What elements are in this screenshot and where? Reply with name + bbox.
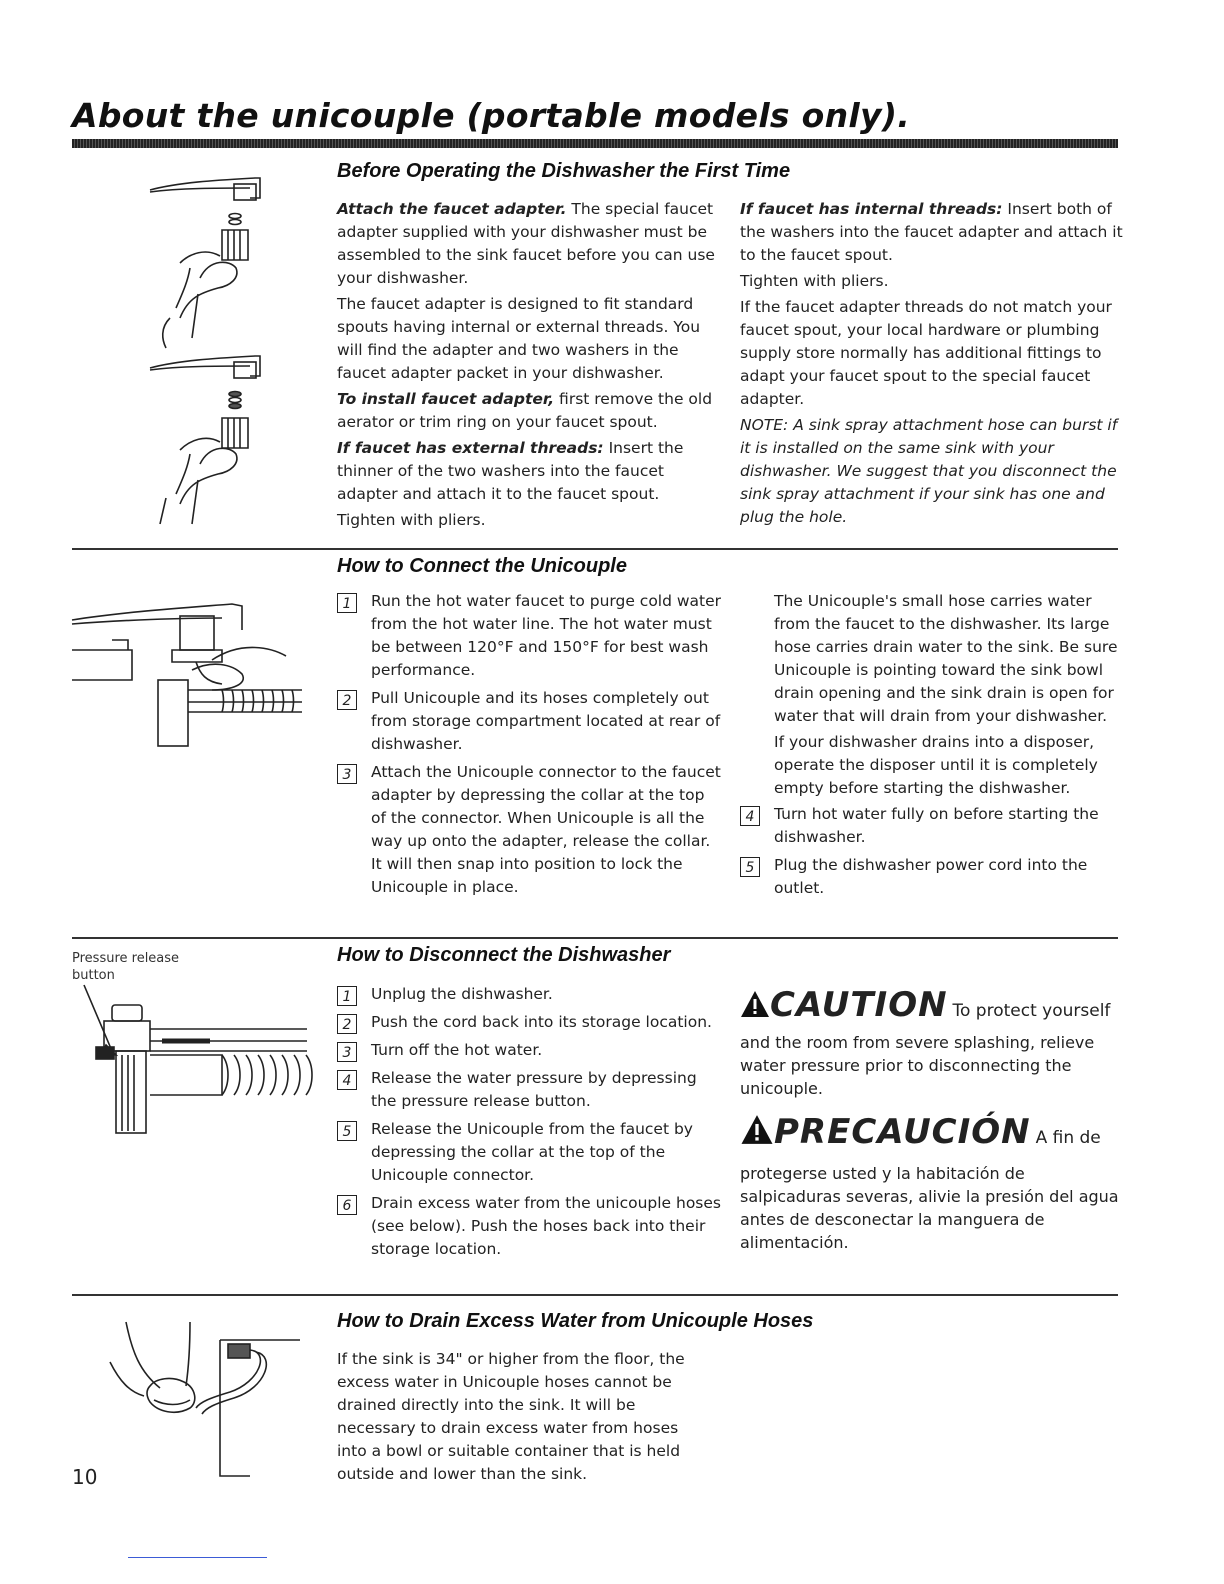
external-threads-paragraph <box>337 437 717 506</box>
step-number-box: 1 <box>337 986 357 1006</box>
connect-disposer-paragraph: If your dishwasher drains into a disposer, operate the disposer until it is completely empty before starting the dishwasher. <box>774 733 1098 797</box>
step-number-box: 4 <box>337 1070 357 1090</box>
section-heading-drain: How to Drain Excess Water from Unicouple Hoses <box>337 1310 814 1332</box>
title-rule <box>72 139 1118 148</box>
attach-lead: Attach the faucet adapter. <box>337 200 567 218</box>
caution-block <box>740 985 1125 1257</box>
section-divider-1 <box>72 548 1118 550</box>
step-number-box: 3 <box>337 764 357 784</box>
page-title: About the unicouple (portable models only). <box>72 96 911 135</box>
page-number: 10 <box>72 1465 98 1489</box>
step-text: Run the hot water faucet to purge cold water from the hot water line. The hot water must be between 120°F and 150°F for best wash performance. <box>371 592 722 679</box>
install-text: first remove the old aerator or trim ring on your faucet spout. <box>337 390 713 431</box>
warning-triangle-icon <box>740 990 770 1018</box>
before-operating-right-column <box>740 198 1125 532</box>
note-paragraph <box>740 414 1125 529</box>
disconnect-step-1 <box>337 983 722 1006</box>
step-text: Turn hot water fully on before starting the dishwasher. <box>774 805 1099 846</box>
step-text: Release the water pressure by depressing the pressure release button. <box>371 1069 697 1110</box>
step-text: Plug the dishwasher power cord into the outlet. <box>774 856 1088 897</box>
precaucion-word: PRECAUCIÓN <box>774 1112 1031 1152</box>
drain-hoses-illustration <box>110 1322 310 1482</box>
warning-triangle-icon <box>740 1114 774 1145</box>
precaucion-text: protegerse usted y la habitación de salpicaduras severas, alivie la presión del agua antes de desconectar la manguera de alimentación. <box>740 1164 1119 1252</box>
connect-step-2 <box>337 687 722 756</box>
caution-heading-line <box>740 985 1125 1031</box>
disconnect-step-4 <box>337 1067 722 1113</box>
step-number-box: 2 <box>337 1014 357 1034</box>
step-text: Push the cord back into its storage location. <box>371 1013 712 1031</box>
connect-right-column <box>740 590 1125 905</box>
step-number-box: 2 <box>337 690 357 710</box>
external-threads-text: Insert the thinner of the two washers into the faucet adapter and attach it to the faucet spout. <box>337 439 684 503</box>
section-divider-3 <box>72 1294 1118 1296</box>
disconnect-step-2 <box>337 1011 722 1034</box>
disconnect-step-5 <box>337 1118 722 1187</box>
section-heading-before-operating: Before Operating the Dishwasher the First Time <box>337 160 791 182</box>
disconnect-step-6 <box>337 1192 722 1261</box>
connect-step-1 <box>337 590 722 682</box>
caution-word: CAUTION <box>770 985 948 1025</box>
section-heading-connect: How to Connect the Unicouple <box>337 555 627 577</box>
pressure-release-label: Pressure release button <box>72 951 180 983</box>
step-number-box: 4 <box>740 806 760 826</box>
install-paragraph <box>337 388 717 434</box>
connect-left-steps <box>337 590 722 904</box>
step-text: Release the Unicouple from the faucet by depressing the collar at the top of the Unicouple connector. <box>371 1120 693 1184</box>
before-operating-left-column <box>337 198 717 535</box>
pressure-release-illustration <box>72 985 322 1135</box>
footer-line <box>128 1557 267 1558</box>
step-text: Unplug the dishwasher. <box>371 985 553 1003</box>
caution-inline-text: To protect yourself <box>952 1001 1111 1021</box>
note-lead: NOTE: <box>740 416 789 434</box>
connect-step-3 <box>337 761 722 899</box>
designed-paragraph: The faucet adapter is designed to fit standard spouts having internal or external threads. You will find the adapter and two washers in the faucet adapter packet in your dishwasher. <box>337 295 701 382</box>
disconnect-steps <box>337 983 722 1266</box>
step-text: Attach the Unicouple connector to the faucet adapter by depressing the collar at the top of the connector. When Unicouple is all the way up onto the adapter, release the collar. It will then snap into position to lock the Unicouple in place. <box>371 763 721 896</box>
tighten-text-2: Tighten with pliers. <box>740 272 889 290</box>
mismatch-paragraph: If the faucet adapter threads do not match your faucet spout, your local hardware or plumbing supply store normally has additional fittings to adapt your faucet spout to the special faucet adapter. <box>740 298 1112 408</box>
step-text: Drain excess water from the unicouple hoses (see below). Push the hoses back into their storage location. <box>371 1194 721 1258</box>
step-text: Pull Unicouple and its hoses completely out from storage compartment located at rear of dishwasher. <box>371 689 721 753</box>
internal-threads-lead: If faucet has internal threads: <box>740 200 1003 218</box>
install-lead: To install faucet adapter, <box>337 390 555 408</box>
step-number-box: 6 <box>337 1195 357 1215</box>
disconnect-step-3 <box>337 1039 722 1062</box>
connect-step-5 <box>740 854 1125 900</box>
external-threads-lead: If faucet has external threads: <box>337 439 604 457</box>
step-text: Turn off the hot water. <box>371 1041 543 1059</box>
drain-text: If the sink is 34" or higher from the floor, the excess water in Unicouple hoses cannot be drained directly into the sink. It will be necessary to drain excess water from hoses into a bowl or suitable container that is held outside and lower than the sink. <box>337 1350 685 1483</box>
faucet-adapter-illustration <box>140 168 290 528</box>
step-number-box: 5 <box>740 857 760 877</box>
tighten-text-1: Tighten with pliers. <box>337 511 486 529</box>
connect-step-4 <box>740 803 1125 849</box>
connect-hose-paragraph: The Unicouple's small hose carries water from the faucet to the dishwasher. Its large hose carries drain water to the sink. Be sure Unicouple is pointing toward the sink bowl drain opening and the sink drain is open for water that will drain from your dishwasher. <box>774 592 1118 725</box>
internal-threads-text: Insert both of the washers into the faucet adapter and attach it to the faucet spout. <box>740 200 1123 264</box>
section-heading-disconnect: How to Disconnect the Dishwasher <box>337 944 671 966</box>
step-number-box: 3 <box>337 1042 357 1062</box>
attach-text: The special faucet adapter supplied with your dishwasher must be assembled to the sink faucet before you can use your dishwasher. <box>337 200 715 287</box>
precaucion-inline-text: A fin de <box>1035 1128 1101 1148</box>
attach-paragraph <box>337 198 717 290</box>
precaucion-heading-line <box>740 1108 1125 1162</box>
section-divider-2 <box>72 937 1118 939</box>
unicouple-connect-illustration <box>72 590 312 760</box>
internal-threads-paragraph <box>740 198 1125 267</box>
note-text: A sink spray attachment hose can burst if it is installed on the same sink with your dishwasher. We suggest that you disconnect the sink spray attachment if your sink has one and plug the hole. <box>740 416 1118 526</box>
caution-text: and the room from severe splashing, relieve water pressure prior to disconnecting the unicouple. <box>740 1033 1095 1098</box>
step-number-box: 1 <box>337 593 357 613</box>
step-number-box: 5 <box>337 1121 357 1141</box>
